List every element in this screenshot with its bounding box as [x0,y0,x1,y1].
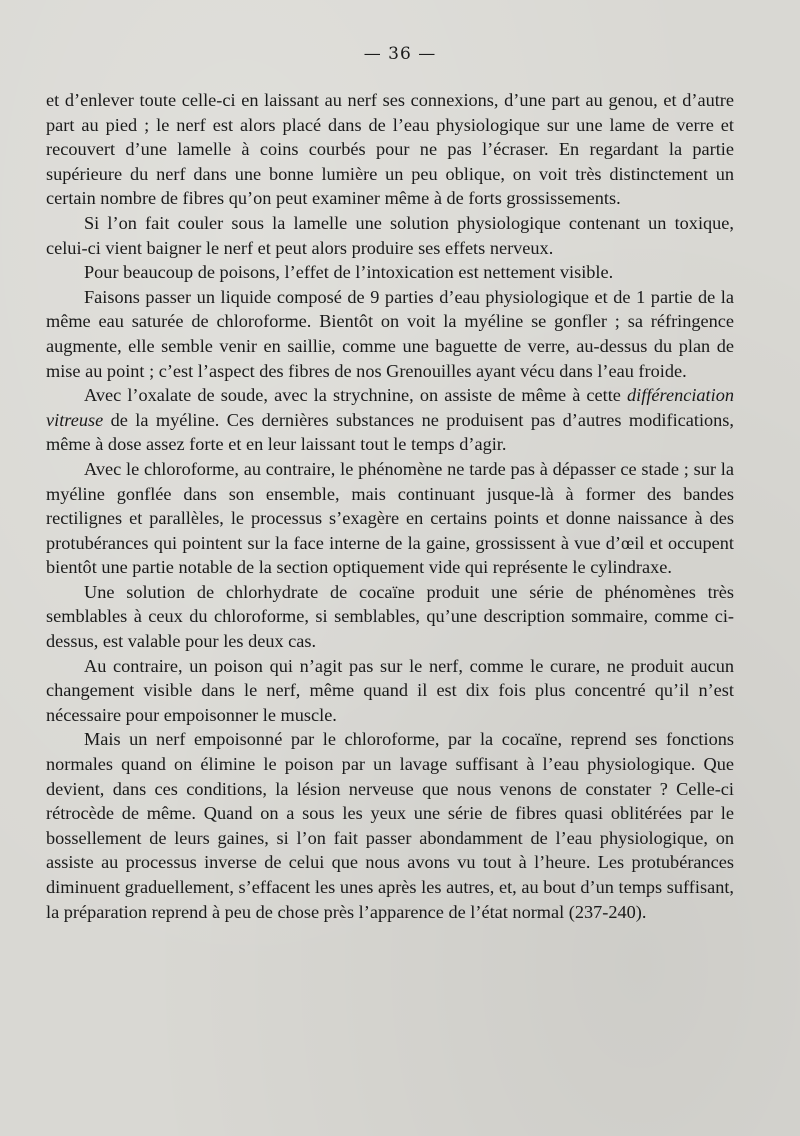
paragraph-text: Si l’on fait couler sous la lamelle une solution physiologique contenant un toxique, celui-ci vient baigner le nerf et peut alors produire ses effets nerveux. [46,212,734,258]
paragraph-text: Mais un nerf empoisonné par le chloroforme, par la cocaïne, reprend ses fonctions normales quand on élimine le poison par un lavage suffisant à l’eau physiologique. Que devient, dans ces conditions, la lésion nerveuse que nous venons de constater ? Celle-ci rétrocède de même. Quand on a sous les yeux une série de fibres quasi oblitérées par le bossellement de leurs gaines, si l’on fait passer abondamment de l’eau physiologique, on assiste au processus inverse de celui que nous avons vu tout à l’heure. Les protubérances diminuent graduellement, s’effacent les unes après les autres, et, au bout d’un temps suffisant, la préparation reprend à peu de chose près l’apparence de l’état normal (237-240). [46,729,734,922]
paragraph-5 [46,383,734,457]
paragraph-text: Avec le chloroforme, au contraire, le phénomène ne tarde pas à dépasser ce stade ; sur la myéline gonflée dans son ensemble, mais continuant jusque-là à former des bandes rectilignes et parallèles, le processus s’exagère en certains points et donne naissance à des protubérances qui pointent sur la face interne de la gaine, grossissent à vue d’œil et occupent bientôt une partie notable de la section optiquement vide qui représente le cylindraxe. [46,458,734,578]
paragraph-2 [46,211,734,260]
paragraph-1 [46,88,734,211]
paragraph-text: Une solution de chlorhydrate de cocaïne produit une série de phénomènes très semblables à ceux du chloroforme, si semblables, qu’une description sommaire, comme ci-dessus, est valable pour les deux cas. [46,581,734,652]
paragraph-3 [46,260,734,285]
paragraph-8 [46,654,734,728]
paragraph-7 [46,580,734,654]
paragraph-text: Au contraire, un poison qui n’agit pas sur le nerf, comme le curare, ne produit aucun changement visible dans le nerf, même quand il est dix fois plus concentré qu’il n’est nécessaire pour empoisonner le muscle. [46,655,734,725]
italic-term: différenciation vitreuse [46,385,734,430]
paragraph-6 [46,457,734,580]
paragraph-text: Faisons passer un liquide composé de 9 parties d’eau physiologique et de 1 partie de la même eau saturée de chloroforme. Bientôt on voit la myéline se gonfler ; sa réfringence augmente, elle semble venir en saillie, comme une baguette de verre, au-dessus du plan de mise au point ; c’est l’aspect des fibres de nos Grenouilles ayant vécu dans l’eau froide. [46,286,734,381]
paragraph-text: de la myéline. Ces dernières substances ne produisent pas d’autres modifications, même à dose assez forte et en leur laissant tout le temps d’agir. [46,409,734,455]
paragraph-4 [46,285,734,383]
paragraph-text: et d’enlever toute celle-ci en laissant au nerf ses connexions, d’une part au genou, et d’autre part au pied ; le nerf est alors placé dans de l’eau physiologique sur une lame de verre et recouvert d’une lamelle à coins courbés pour ne pas l’écraser. En regardant la partie supérieure du nerf dans une bonne lumière un peu oblique, on voit très distinctement un certain nombre de fibres qu’on peut examiner même à de forts grossissements. [46,90,734,209]
paragraph-text: Avec l’oxalate de soude, avec la strychnine, on assiste de même à cette [84,385,628,406]
body-text [46,88,734,924]
page-number: — 36 — [363,44,437,64]
paragraph-9 [46,727,734,924]
paragraph-text: Pour beaucoup de poisons, l’effet de l’intoxication est nettement visible. [84,262,614,283]
